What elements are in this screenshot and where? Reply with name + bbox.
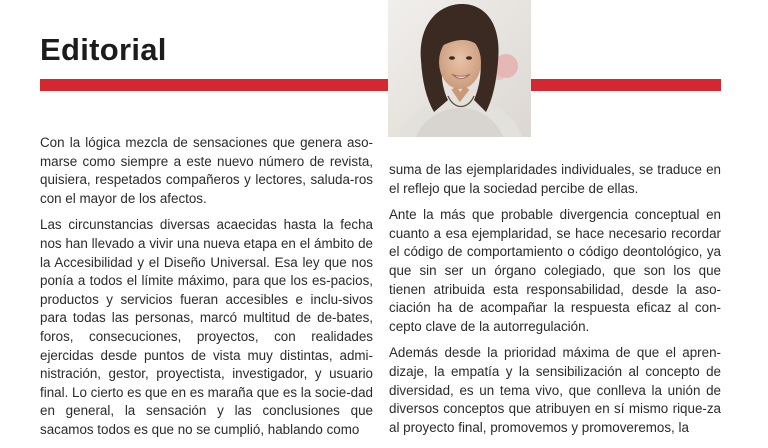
right-text-column — [389, 161, 721, 445]
left-text-column — [40, 134, 373, 448]
page-title: Editorial — [40, 32, 167, 67]
paragraph: suma de las ejemplaridades individuales, se traduce en el reflejo que la sociedad percibe de ellas. — [389, 162, 721, 196]
paragraph: Las circunstancias diversas acaecidas hasta la fecha nos han llevado a vivir una nueva etapa en el ámbito de la Accesibilidad y el Diseño Universal. Esa ley que nos ponía a todos el límite máximo, para que los es-pacios, productos y servicios fueran accesibles e inclu-sivos para todas las personas, marcó multitud de de-bates, foros, consecuciones, proyectos, con realidades ejercidas desde puntos de vista muy distintas, admi-nistración, gestor, proyectista, investigador, y usuario final. Lo cierto es que en es maraña que es la socie-dad en general, la sensación y las conclusiones que sacamos todos es que no se cumplió, hablando como — [40, 217, 373, 437]
author-photo — [388, 0, 531, 137]
portrait-photo-icon — [388, 0, 531, 137]
paragraph: Además desde la prioridad máxima de que el apren-dizaje, la empatía y la sensibilización al concepto de diversidad, es un tema vivo, que conlleva la unión de diversos conceptos que atribuyen en sí mismo rique-za al proyecto final, promovemos y promoveremos, la — [389, 345, 721, 435]
header-rule-left — [40, 79, 388, 91]
paragraph: Ante la más que probable divergencia conceptual en cuanto a esa ejemplaridad, se hace necesario recordar el código de comportamiento o código deontológico, ya que sin ser un órgano colegiado, que son los que tienen atribuida esta responsabilidad, desde la aso-ciación ha de acompañar la respuesta eficaz al con-cepto clave de la autorregulación. — [389, 207, 721, 334]
header-rule-right — [531, 79, 721, 91]
paragraph: Con la lógica mezcla de sensaciones que genera aso-marse como siempre a este nuevo número de revista, quisiera, respetados compañeros y lectores, saluda-ros con el mayor de los afectos. — [40, 135, 373, 206]
